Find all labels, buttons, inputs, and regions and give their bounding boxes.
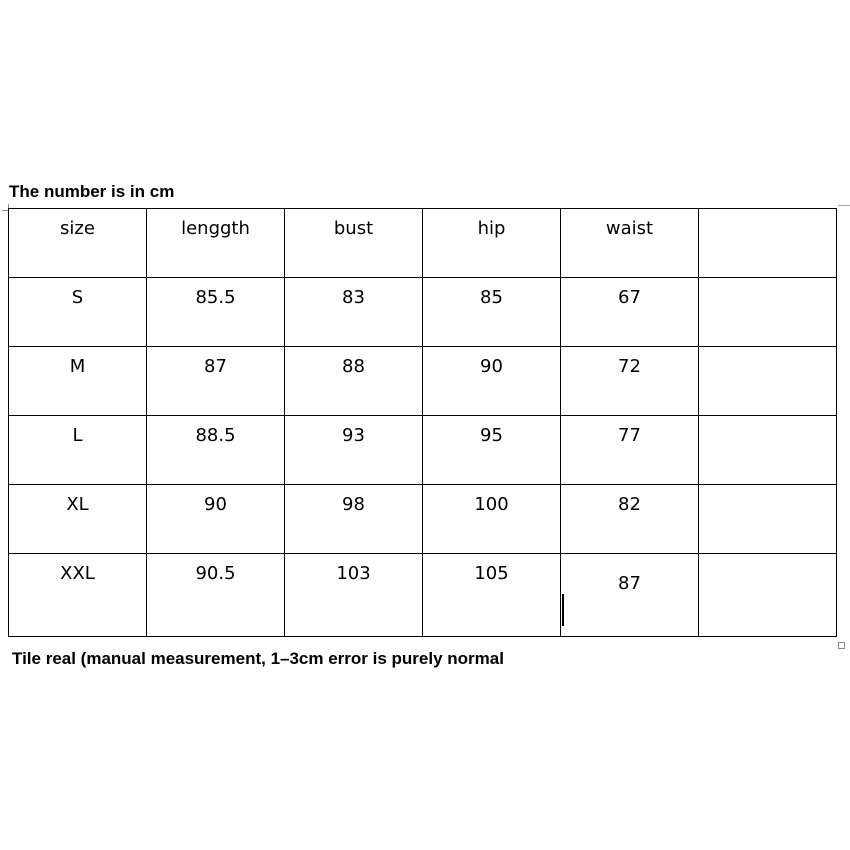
table-cell[interactable]: 83 xyxy=(285,278,423,347)
table-cell[interactable] xyxy=(699,485,837,554)
table-cell[interactable]: L xyxy=(9,416,147,485)
table-cell[interactable]: 88 xyxy=(285,347,423,416)
header-cell-size[interactable]: size xyxy=(9,209,147,278)
table-row xyxy=(9,347,837,416)
header-cell-empty[interactable] xyxy=(699,209,837,278)
table-row xyxy=(9,554,837,637)
table-cell[interactable]: 100 xyxy=(423,485,561,554)
table-cell[interactable]: 90 xyxy=(147,485,285,554)
table-cell[interactable]: 93 xyxy=(285,416,423,485)
text-cursor xyxy=(562,594,564,626)
header-cell-hip[interactable]: hip xyxy=(423,209,561,278)
table-row xyxy=(9,485,837,554)
table-row xyxy=(9,416,837,485)
table-cell[interactable] xyxy=(699,416,837,485)
header-cell-bust[interactable]: bust xyxy=(285,209,423,278)
table-cell[interactable]: S xyxy=(9,278,147,347)
measurement-note: Tile real (manual measurement, 1–3cm error is purely normal xyxy=(12,649,504,668)
table-cell[interactable]: 87 xyxy=(147,347,285,416)
table-cell[interactable]: XL xyxy=(9,485,147,554)
unit-note: The number is in cm xyxy=(9,182,175,201)
table-cell[interactable]: M xyxy=(9,347,147,416)
table-cell[interactable]: 77 xyxy=(561,416,699,485)
table-cell[interactable]: 90.5 xyxy=(147,554,285,637)
header-cell-waist[interactable]: waist xyxy=(561,209,699,278)
table-cell[interactable]: 90 xyxy=(423,347,561,416)
table-cell-active[interactable] xyxy=(561,554,699,637)
table-cell[interactable]: 103 xyxy=(285,554,423,637)
table-cell[interactable]: 85.5 xyxy=(147,278,285,347)
table-row xyxy=(9,278,837,347)
table-cell[interactable] xyxy=(699,278,837,347)
active-cell-value: 87 xyxy=(618,573,641,594)
table-cell[interactable]: 88.5 xyxy=(147,416,285,485)
size-chart-table xyxy=(8,208,837,637)
table-cell[interactable]: 105 xyxy=(423,554,561,637)
table-resize-handle[interactable] xyxy=(838,642,845,649)
table-cell[interactable]: 67 xyxy=(561,278,699,347)
table-header-row xyxy=(9,209,837,278)
table-cell[interactable]: XXL xyxy=(9,554,147,637)
table-cell[interactable] xyxy=(699,554,837,637)
table-edge-marker xyxy=(838,205,850,206)
table-cell[interactable]: 85 xyxy=(423,278,561,347)
table-cell[interactable] xyxy=(699,347,837,416)
header-cell-length[interactable]: lenggth xyxy=(147,209,285,278)
table-cell[interactable]: 82 xyxy=(561,485,699,554)
table-cell[interactable]: 95 xyxy=(423,416,561,485)
table-cell[interactable]: 98 xyxy=(285,485,423,554)
table-cell[interactable]: 72 xyxy=(561,347,699,416)
